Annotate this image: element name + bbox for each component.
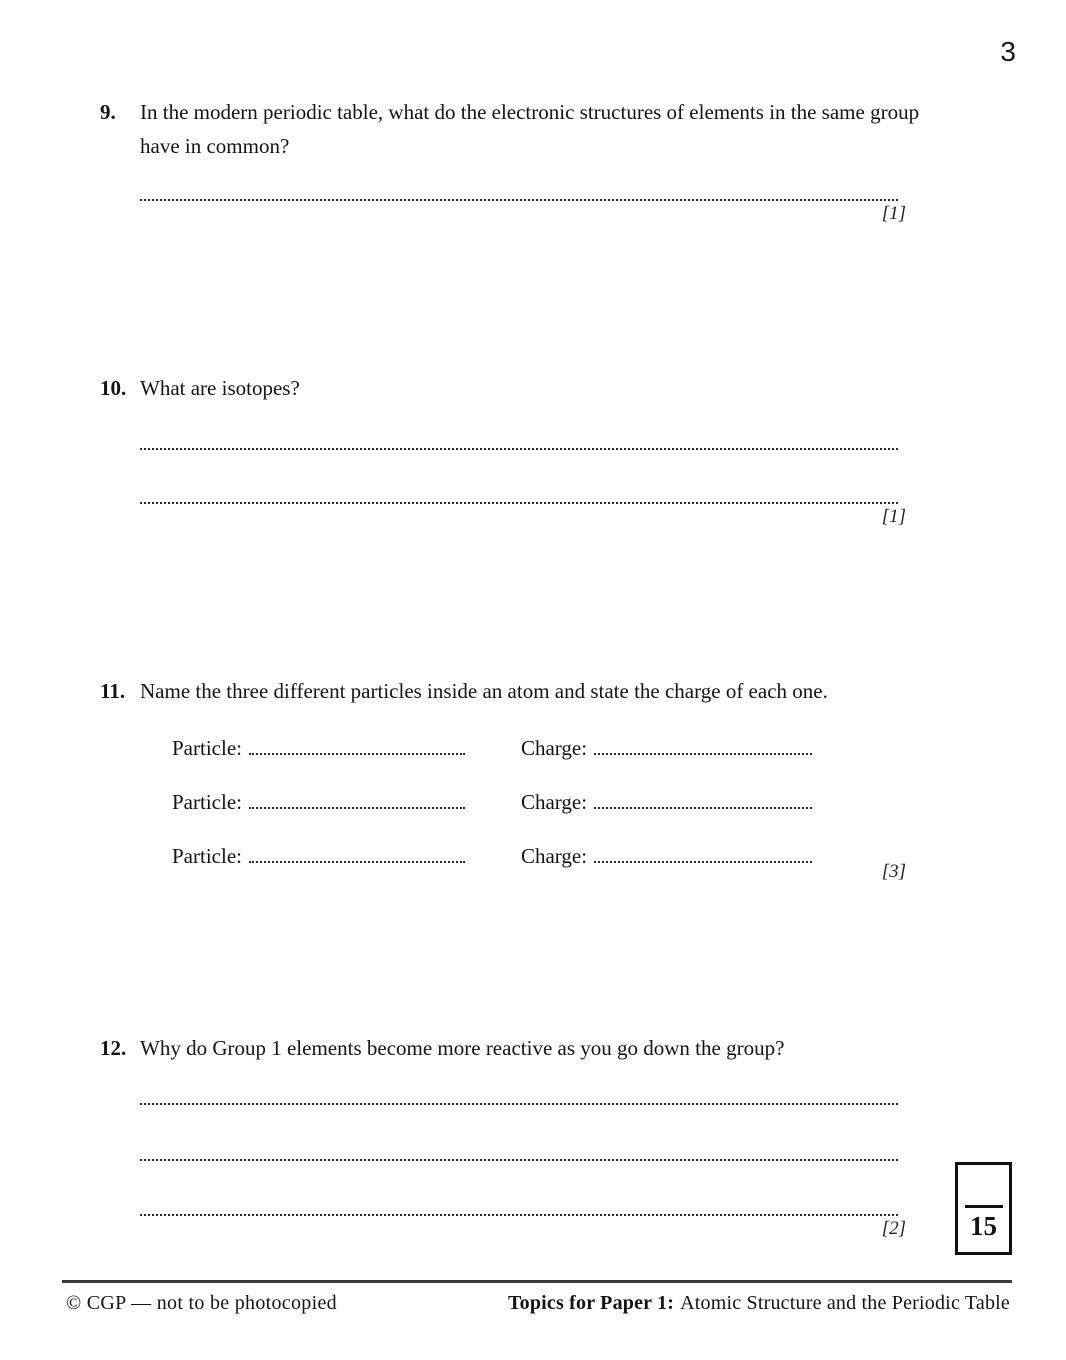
score-total: 15 <box>970 1211 997 1241</box>
footer-rule <box>62 1280 1012 1283</box>
particle-answer-line <box>249 787 465 809</box>
question-10-number: 10. <box>100 376 127 400</box>
question-11-number: 11. <box>100 679 126 703</box>
question-10-answer-line-2 <box>140 502 898 504</box>
question-12-answer-line-3 <box>140 1214 898 1216</box>
question-9-answer-line <box>140 199 898 201</box>
question-10-answer-line-1 <box>140 448 898 450</box>
particle-label: Particle: <box>172 844 242 868</box>
question-12 <box>100 1031 784 1065</box>
question-11 <box>100 674 828 708</box>
question-9-marks: [1] <box>881 203 906 224</box>
question-10-text: What are isotopes? <box>140 376 300 400</box>
question-12-text: Why do Group 1 elements become more reactive as you go down the group? <box>140 1036 785 1060</box>
charge-label: Charge: <box>520 790 588 814</box>
particle-label: Particle: <box>172 790 242 814</box>
question-12-answer-line-2 <box>140 1159 898 1161</box>
charge-label: Charge: <box>520 844 588 868</box>
particle-answer-line <box>249 841 465 863</box>
question-12-number: 12. <box>100 1036 127 1060</box>
question-11-text: Name the three different particles inside an atom and state the charge of each one. <box>140 679 828 703</box>
question-9 <box>100 95 922 163</box>
question-9-number: 9. <box>100 100 116 124</box>
question-12-marks: [2] <box>881 1218 906 1239</box>
charge-answer-line <box>594 733 812 755</box>
particle-label: Particle: <box>172 736 242 760</box>
footer-copyright: © CGP — not to be photocopied <box>66 1292 337 1314</box>
score-entry-line <box>965 1205 1003 1208</box>
particle-charge-row <box>172 787 812 817</box>
score-box <box>955 1162 1012 1255</box>
question-10-marks: [1] <box>881 506 906 527</box>
charge-answer-line <box>594 841 812 863</box>
particle-charge-row <box>172 841 812 871</box>
footer-title-bold: Topics for Paper 1: <box>507 1292 675 1314</box>
particle-answer-line <box>249 733 465 755</box>
footer-title-text: Atomic Structure and the Periodic Table <box>680 1292 1010 1314</box>
footer-title <box>508 1292 1010 1315</box>
particle-charge-row <box>172 733 812 763</box>
charge-answer-line <box>594 787 812 809</box>
charge-label: Charge: <box>520 736 588 760</box>
question-11-marks: [3] <box>881 861 906 882</box>
question-10 <box>100 371 300 405</box>
page-number: 3 <box>1000 36 1016 67</box>
question-12-answer-line-1 <box>140 1103 898 1105</box>
question-9-text: In the modern periodic table, what do the electronic structures of elements in the same group have in common? <box>140 100 920 158</box>
